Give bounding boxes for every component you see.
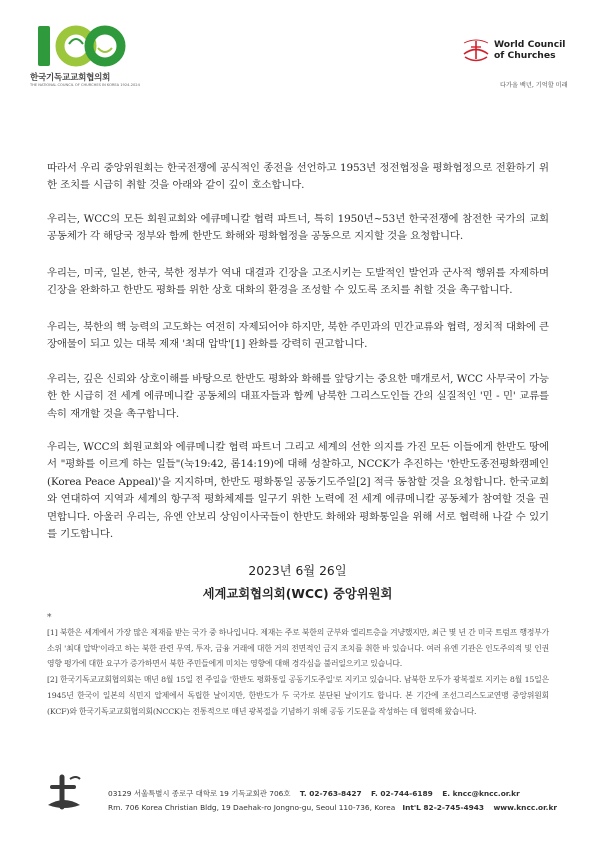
footer-fax: F. 02-744-6189 (371, 789, 433, 798)
footnote-2: [2] 한국기독교교회협의회는 매년 8월 15일 전 주일을 '한반도 평화통일 공동기도주일'로 지키고 있습니다. 남북한 모두가 광복절로 지키는 8월 15일은 1945년 한국이 일본의 식민지 압제에서 독립한 날이지만, 한반도가 두 국가로 분단된 날이기도 합니다. 본 기간에 조선그리스도교연맹 중앙위원회(KCF)와 한국기독교교회협의회(NCCK)는 전통적으로 매년 광복절을 기념하기 위해 공동 기도문을 작성하는 데 협력해 왔습니다. (47, 675, 549, 716)
footer-email[interactable]: E. kncc@kncc.or.kr (442, 789, 520, 798)
body-paragraph-1 (47, 160, 549, 195)
body-paragraph-5 (47, 371, 549, 423)
body-paragraph-6 (47, 439, 549, 543)
footer-english-contact (108, 803, 557, 812)
body-paragraph-2 (47, 211, 549, 246)
ncck-name: 한국기독교교회협의회 (30, 73, 111, 83)
footer-website-link[interactable]: www.kncc.or.kr (493, 803, 558, 812)
statement-signature: 세계교회협의회(WCC) 중앙위원회 (202, 587, 393, 601)
paragraph-text: 따라서 우리 중앙위원회는 한국전쟁에 공식적인 종전을 선언하고 1953년 정전협정을 평화협정으로 전환하기 위한 조치를 시급히 취할 것을 아래와 같이 깊이 호소합니다. (47, 162, 549, 192)
footnote-marker: * (47, 613, 52, 623)
footnote-1: [1] 북한은 세계에서 가장 많은 제재를 받는 국가 중 하나입니다. 제재는 주로 북한의 군부와 엘리트층을 겨냥했지만, 최근 몇 년 간 미국 트럼프 행정부가 소위 '최대 압박'이라고 하는 북한 관련 무역, 투자, 금융 거래에 대한 거의 전면적인 금지 조치를 취한 바 있습니다. 여러 유엔 기관은 인도주의적 및 인권 영향 평가에 대한 요구가 증가하면서 북한 주민들에게 미치는 영향에 대해 경각심을 불러일으키고 있습니다. (47, 628, 549, 669)
paragraph-text: 우리는, WCC의 모든 회원교회와 에큐메니칼 협력 파트너, 특히 1950년~53년 한국전쟁에 참전한 국가의 교회공동체가 각 해당국 정부와 함께 한반도 화해와 평화협정을 공동으로 지지할 것을 요청합니다. (47, 213, 549, 243)
wcc-oikoumene-icon (462, 38, 490, 64)
ncck-100-mark (36, 22, 126, 70)
body-paragraph-4 (47, 319, 549, 354)
wcc-name-line1: World Council (494, 39, 566, 50)
footer-intl-phone: Int'L 82-2-745-4943 (402, 803, 485, 812)
footer-english-address: Rm. 706 Korea Christian Bldg, 19 Daehak-ro Jongno-gu, Seoul 110-736, Korea (108, 803, 396, 812)
ncck-subtitle: THE NATIONAL COUNCIL OF CHURCHES IN KOREA 1924-2024 (30, 83, 140, 87)
footer-korean-contact (108, 788, 520, 799)
footer-phone: T. 02-763-8427 (299, 789, 362, 798)
paragraph-text: 우리는, 깊은 신뢰와 상호이해를 바탕으로 한반도 평화와 화해를 앞당기는 중요한 매개로서, WCC 사무국이 가능한 한 시급히 전 세계 에큐메니칼 공동체의 대표자들과 함께 남북한 그리스도인들 간의 실질적인 '민 - 민' 교류를 속히 재개할 것을 촉구합니다. (47, 373, 549, 420)
footnotes (47, 625, 549, 719)
wcc-name (494, 40, 565, 61)
footer-korean-address: 03129 서울특별시 종로구 대학로 19 기독교회관 706호 (108, 789, 291, 798)
body-paragraph-3 (47, 265, 549, 300)
wcc-name-line2: of Churches (494, 49, 556, 61)
paragraph-text: 우리는, WCC의 회원교회와 에큐메니칼 협력 파트너 그리고 세계의 선한 의지를 가진 모든 이들에게 한반도 땅에서 "평화를 이르게 하는 일들"(눅19:42, 롬14:19)에 대해 성찰하고, NCCK가 추진하는 '한반도종전평화캠페인(Korea Peace Appeal)'을 지지하며, 한반도 평화통일 공동기도주일[2] 적극 동참할 것을 요청합니다. 한국교회와 연대하여 지역과 세계의 항구적 평화체제를 일구기 위한 노력에 전 세계 에큐메니칼 공동체가 참여할 것을 권면합니다. 아울러 우리는, 유엔 안보리 상임이사국들이 한반도 화해와 평화통일을 위해 서로 협력해 나갈 수 있기를 기도합니다. (47, 441, 549, 541)
ncck-dove-cross-icon (44, 771, 84, 819)
paragraph-text: 우리는, 미국, 일본, 한국, 북한 정부가 역내 대결과 긴장을 고조시키는 도발적인 발언과 군사적 행위를 자제하며 긴장을 완화하고 한반도 평화를 위한 상호 대화의 환경을 조성할 수 있도록 조치를 취할 것을 촉구합니다. (47, 267, 549, 297)
paragraph-text: 우리는, 북한의 핵 능력의 고도화는 여전히 자제되어야 하지만, 북한 주민과의 민간교류와 협력, 정치적 대화에 큰 장애물이 되고 있는 대북 제재 '최대 압박'[1] 완화를 강력히 권고합니다. (47, 321, 549, 351)
statement-date: 2023년 6월 26일 (248, 564, 347, 578)
wcc-logo (462, 38, 572, 90)
wcc-tagline: 다가올 백년, 기억할 미래 (500, 82, 568, 89)
ncck-100-logo (30, 22, 140, 92)
